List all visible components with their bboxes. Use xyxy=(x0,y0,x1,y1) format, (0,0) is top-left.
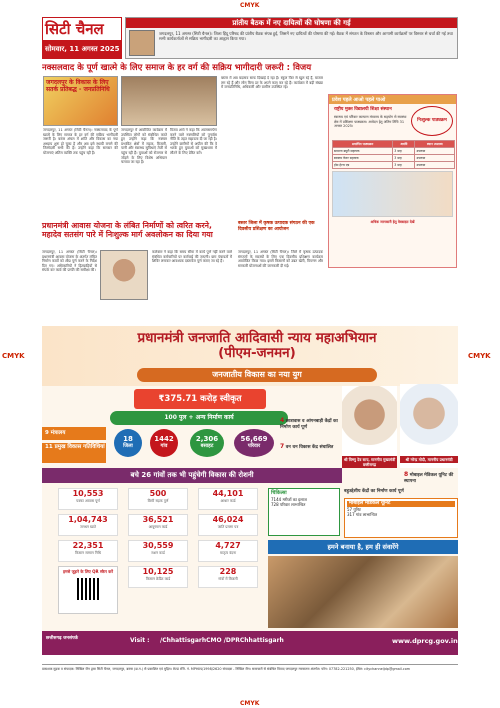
table-cell: 3 माह xyxy=(393,162,415,169)
medical-line-1: 7144 मरीजों का इलाज xyxy=(271,496,307,502)
admission-ad-footer: अधिक जानकारी हेतु वेबसाइट देखें xyxy=(370,220,415,224)
visit-label: Visit : xyxy=(130,637,150,644)
stat-box xyxy=(128,514,188,536)
right-item xyxy=(280,418,340,430)
stat-label: किसान क्रेडिट कार्ड xyxy=(145,577,171,581)
right-item xyxy=(344,488,458,495)
stat-box xyxy=(58,488,118,510)
health-unit-line-1: 57 यूनिट xyxy=(347,506,361,512)
table-cell: उपलब्ध xyxy=(415,155,455,162)
circle-label: जिला xyxy=(123,443,133,449)
lead-headline: नक्सलवाद के पूर्ण खात्मे के लिए समाज के हर वर्ग की सक्रिय भागीदारी जरूरी : विजय xyxy=(42,63,312,73)
stat-label: राशन कार्ड xyxy=(151,551,165,555)
right-item-num: 7 xyxy=(280,443,285,450)
villages-banner: बचे 26 गांवों तक भी पहुंचेगी विकास की रोशनी xyxy=(42,468,342,483)
stat-label: मातृत्व वंदना xyxy=(219,551,237,555)
circle-districts xyxy=(114,429,142,457)
stat-value: 10,125 xyxy=(142,567,174,576)
lead-story-graphic xyxy=(43,76,118,126)
circle-value: 18 xyxy=(123,435,133,443)
stat-value: 228 xyxy=(219,567,237,576)
admission-ad xyxy=(328,94,457,268)
table-cell: उपलब्ध xyxy=(415,162,455,169)
stat-box xyxy=(198,540,258,562)
stat-box xyxy=(128,540,188,562)
stat-value: 44,101 xyxy=(212,489,244,498)
right-item xyxy=(404,472,458,484)
stat-label: जाति प्रमाण पत्र xyxy=(217,525,239,529)
circle-label: बसाहट xyxy=(200,443,214,449)
cm-caption: श्री विष्णु देव साय, माननीय मुख्यमंत्री छत्तीसगढ़ xyxy=(343,457,396,467)
circle-villages xyxy=(150,429,178,457)
table-row xyxy=(333,148,455,155)
admission-ad-org: राष्ट्रीय मुक्त विद्यालयी शिक्षा संस्थान xyxy=(334,107,392,112)
pm-janman-subtitle: जनजातीय विकास का नया युग xyxy=(137,368,377,382)
stat-value: 30,559 xyxy=(142,541,174,550)
stat-label: किमी सड़क पूर्ण xyxy=(147,499,169,503)
budget-banner: ₹375.71 करोड़ स्वीकृत xyxy=(134,389,266,409)
pm-janman-title: प्रधानमंत्री जनजाति आदिवासी न्याय महाअभियान (पीएम-जनमन) xyxy=(137,330,377,361)
story2-headline: प्रधानमंत्री आवास योजना के लंबित निर्माणों को त्वरित करने, महादेव सतसंग पारे में निःशुल्क मार्ग अवलोकन का दिया गया xyxy=(42,221,213,239)
table-row xyxy=(333,162,455,169)
lead-col-1: जगदलपुर, 11 अगस्त (सिटी चैनल)। नक्सलवाद के पूर्ण खात्मे के लिए समाज के हर वर्ग की सक्रिय भागीदारी जरूरी है। बस्तर अंचल में शांति और विकास का नया अध्याय शुरू हो चुका है और अब इसे स्थायी बनाने की जिम्मेदारी सभी की है। उन्होंने कहा कि सरकार की योजनाएं अंतिम व्यक्ति तक पहुंच रही हैं। xyxy=(43,128,118,155)
top-story-body: जगदलपुर, 11 अगस्त (सिटी चैनल)। जिला हिंदू परिषद की प्रांतीय बैठक संपन्न हुई, जिसमें नए दायित्वों की घोषणा की गई। बैठक में संगठन के विस्तार और आगामी कार्यक्रमों पर विस्तार से चर्चा की गई तथा सभी कार्यकर्ताओं से सक्रिय भागीदारी का आह्वान किया गया। xyxy=(159,31,453,41)
circle-value: 2,306 xyxy=(195,435,219,443)
top-story-banner xyxy=(125,17,458,59)
circle-value: 1442 xyxy=(154,435,174,443)
lead-col-2: जगदलपुर में आयोजित कार्यक्रम में उपस्थित लोगों को संबोधित करते हुए उन्होंने कहा कि नक्सल प्रभावित क्षेत्रों में सड़क, बिजली, पानी और स्वास्थ्य सुविधाएं तेजी से पहुंच रही हैं। युवाओं को रोजगार से जोड़ने के लिए विशेष अभियान चलाया जा रहा है। xyxy=(121,128,167,165)
circle-label: गांव xyxy=(160,443,168,449)
stat-value: 22,351 xyxy=(72,541,104,550)
admission-ad-badge: निःशुल्क पाठ्यक्रम xyxy=(411,106,453,136)
story3-body: जगदलपुर, 11 अगस्त (सिटी चैनल)। जिले में कृषक उत्पादक संगठनों के सदस्यों के लिए एक दिवसीय प्रशिक्षण कार्यक्रम आयोजित किया गया। इसमें किसानों को उन्नत खेती, विपणन और सरकारी योजनाओं की जानकारी दी गई। xyxy=(238,250,323,268)
imprint-line: प्रकाशक मुद्रक व संपादक: निखिल जैन द्वारा सिटी चैनल, जगदलपुर, बस्तर (छ.ग.) से प्रकाशित एवं मुद्रित। RNI रजि. नं. MPHIN/1998/2620 संपादक - निखिल जैन। समाचारों से संबंधित विवाद जगदलपुर न्यायालय अंतर्गत। फोन: 07782-221250, ईमेल: citychanneljdp@gmail.com xyxy=(42,664,458,694)
pm-caption: श्री नरेन्द्र मोदी, माननीय प्रधानमंत्री xyxy=(400,456,458,463)
stat-value: 10,553 xyxy=(72,489,104,498)
table-cell: 3 माह xyxy=(393,148,415,155)
stat-value: 46,024 xyxy=(212,515,244,524)
right-item xyxy=(280,444,340,451)
circle-value: 56,669 xyxy=(240,435,268,443)
admission-course-table xyxy=(332,140,455,169)
lead-photo xyxy=(121,76,217,126)
stat-value: 36,521 xyxy=(142,515,174,524)
masthead-title: सिटी चैनल xyxy=(43,18,121,40)
stat-value: 500 xyxy=(149,489,167,498)
admission-ad-details: स्वास्थ्य एवं परिवार कल्याण मंत्रालय के सहयोग से स्वास्थ्य क्षेत्र में प्रशिक्षण पाठ्यक्रम। आवेदन हेतु अंतिम तिथि 31 अगस्त 2025। xyxy=(334,115,407,128)
lead-graphic-caption: जगदलपुर के विकास के लिए सतर्क प्रतिबद्ध - जनप्रतिनिधि xyxy=(46,79,110,93)
stat-value: 4,727 xyxy=(215,541,241,550)
table-header: प्रमाणित पाठ्यक्रम xyxy=(333,141,393,148)
table-header: अवधि xyxy=(393,141,415,148)
table-cell: 3 माह xyxy=(393,155,415,162)
stat-box xyxy=(198,566,258,588)
right-item-text: मोबाइल मेडिकल यूनिट की स्थापना xyxy=(404,473,454,484)
stat-label: जनधन खाते xyxy=(80,525,96,529)
circle-settlements xyxy=(190,429,224,457)
registration-mark-bottom: CMYK xyxy=(240,700,260,707)
lead-col-4: बस्तर में अब बदलाव साफ दिखाई दे रहा है। स्कूल फिर से खुल रहे हैं, बाजार लग रहे हैं और लोग बिना डर के अपने काम कर रहे हैं। कार्यक्रम में बड़ी संख्या में जनप्रतिनिधि, अधिकारी और ग्रामीण उपस्थित रहे। xyxy=(221,76,323,90)
website-link[interactable]: www.dprcg.gov.in xyxy=(392,637,458,645)
health-unit-title: मोबाइल मेडिकल यूनिट xyxy=(347,501,455,507)
health-unit-line-2: 317 गांव लाभान्वित xyxy=(347,512,378,517)
top-story-headline: प्रांतीय बैठक में नए दायित्वों की घोषणा की गई xyxy=(126,18,457,28)
slogan-banner: हमने बनाया है, हम ही संवारेंगे xyxy=(268,540,458,554)
stat-label: आयुष्मान कार्ड xyxy=(148,525,168,529)
story2-col-1: जगदलपुर, 11 अगस्त (सिटी चैनल)। प्रधानमंत्री आवास योजना के अंतर्गत लंबित निर्माण कार्यों को शीघ्र पूर्ण करने के निर्देश दिए गए। अधिकारियों ने हितग्राहियों से संपर्क कर कार्य की प्रगति की समीक्षा की। xyxy=(42,250,97,273)
circle-label: परिवार xyxy=(247,443,261,449)
table-header: स्थान उपलब्ध xyxy=(415,141,455,148)
registration-mark-left: CMYK xyxy=(2,352,25,360)
admission-ad-header: प्रवेश पहले आओ पहले पाओ xyxy=(329,95,456,104)
stat-box xyxy=(58,514,118,536)
table-cell: सामान्य ड्यूटी सहायक xyxy=(333,148,393,155)
lead-col-3: विजय शर्मा ने कहा कि आत्मसमर्पण करने वाले नक्सलियों को पुनर्वास नीति के तहत सहायता दी जा रही है। उन्होंने ग्रामीणों से अपील की कि वे भटके हुए युवाओं को मुख्यधारा में लौटने के लिए प्रेरित करें। xyxy=(170,128,217,155)
table-cell: उपलब्ध xyxy=(415,148,455,155)
stat-label: किसान सम्मान निधि xyxy=(75,551,101,555)
table-row xyxy=(333,155,455,162)
registration-mark-right: CMYK xyxy=(468,352,491,360)
stat-box xyxy=(128,566,188,588)
story2-portrait xyxy=(100,250,148,300)
table-cell: स्वास्थ्य केयर सहायक xyxy=(333,155,393,162)
works-banner: 100 पुल + अन्य निर्माण कार्य xyxy=(110,411,288,425)
social-handles[interactable]: /ChhattisgarhCMO /DPRChhattisgarh xyxy=(160,637,284,644)
activities-stat: 11 प्रमुख विकास गतिविधियां xyxy=(42,443,106,463)
qr-text: हमसे जुड़ने के लिए QR स्कैन करें xyxy=(63,569,113,574)
masthead xyxy=(42,17,122,59)
pm-janman-advertisement xyxy=(42,326,458,655)
right-item-num: 4 xyxy=(280,417,285,424)
right-item-num: 8 xyxy=(404,471,409,478)
right-item-text: बहुउद्देशीय केंद्रों का निर्माण कार्य पूर्ण xyxy=(344,489,404,494)
registration-mark-top: CMYK xyxy=(240,2,260,9)
right-item-text: वन धन विकास केंद्र संचालित xyxy=(285,445,334,450)
ad-footer-bar xyxy=(42,631,458,655)
masthead-date: सोमवार, 11 अगस्त 2025 xyxy=(43,40,121,58)
stat-box xyxy=(198,488,258,510)
qr-block xyxy=(58,566,118,614)
circle-families xyxy=(234,429,274,457)
stat-box xyxy=(128,488,188,510)
qr-code[interactable] xyxy=(77,578,99,600)
stat-value: 1,04,743 xyxy=(68,515,108,524)
story3-headline: बस्तर जिला में कृषक उत्पादक संगठन की एक दिवसीय प्रशिक्षण का आयोजन xyxy=(238,221,315,232)
medical-line-2: 728 परिवार लाभान्वित xyxy=(271,502,306,507)
right-item-text: छात्रावास व आंगनबाड़ी केंद्रों का निर्माण कार्य पूर्ण xyxy=(280,419,338,430)
health-unit-box xyxy=(344,498,458,538)
stat-box xyxy=(198,514,258,536)
story2-col-2: कलेक्टर ने कहा कि समय सीमा में कार्य पूर्ण नहीं करने वाले संबंधित कर्मचारियों पर कार्रवाई की जाएगी। ग्राम पंचायतों में शिविर लगाकर आवश्यक दस्तावेज पूर्ण कराए जा रहे हैं। xyxy=(152,250,232,264)
medical-title: चिकित्सा xyxy=(271,490,287,496)
table-cell: होम हेल्थ एड xyxy=(333,162,393,169)
govt-logo: छत्तीसगढ़ जनसंपर्क xyxy=(46,636,78,641)
stat-box xyxy=(58,540,118,562)
admission-ad-photos xyxy=(332,171,453,217)
stat-label: आधार कार्ड xyxy=(220,499,236,503)
stat-label: पक्का आवास पूर्ण xyxy=(76,499,100,503)
medical-box xyxy=(268,488,340,536)
stat-label: गांवों में बिजली xyxy=(218,577,238,581)
beneficiaries-photo xyxy=(268,556,458,628)
top-story-photo xyxy=(129,30,155,56)
ministries-stat: 9 मंत्रालय xyxy=(42,427,106,440)
